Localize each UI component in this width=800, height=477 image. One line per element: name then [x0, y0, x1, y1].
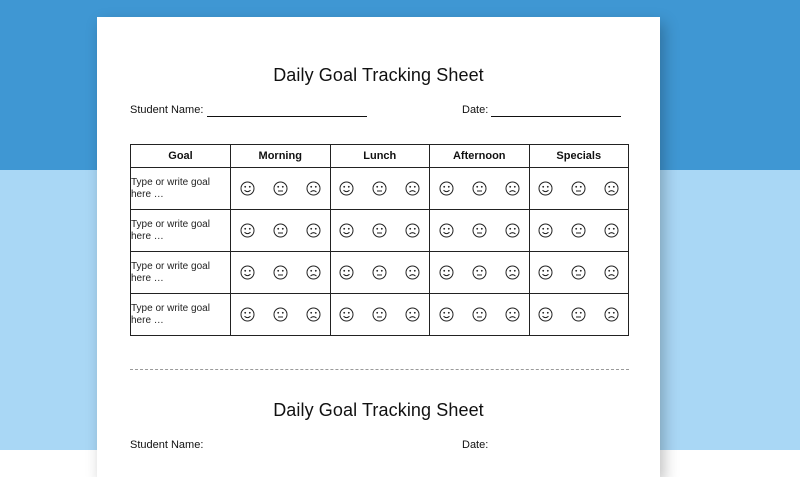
happy-face-icon[interactable] — [538, 307, 553, 322]
date-line — [491, 116, 621, 117]
rating-cell-afternoon — [430, 294, 530, 336]
table-header-row — [131, 145, 629, 168]
sad-face-icon[interactable] — [405, 181, 420, 196]
happy-face-icon[interactable] — [240, 307, 255, 322]
rating-cell-specials — [529, 210, 629, 252]
goal-cell[interactable]: Type or write goal here … — [131, 168, 231, 210]
happy-face-icon[interactable] — [538, 181, 553, 196]
neutral-face-icon[interactable] — [571, 265, 586, 280]
header-morning: Morning — [231, 145, 331, 168]
sad-face-icon[interactable] — [505, 307, 520, 322]
sad-face-icon[interactable] — [405, 307, 420, 322]
neutral-face-icon[interactable] — [472, 265, 487, 280]
sad-face-icon[interactable] — [405, 265, 420, 280]
sad-face-icon[interactable] — [505, 181, 520, 196]
goal-cell[interactable]: Type or write goal here … — [131, 294, 231, 336]
sad-face-icon[interactable] — [306, 265, 321, 280]
rating-cell-specials — [529, 294, 629, 336]
cut-line-divider — [130, 369, 629, 370]
date-label: Date: — [462, 104, 489, 116]
neutral-face-icon[interactable] — [472, 307, 487, 322]
second-date-label: Date: — [462, 439, 489, 451]
rating-cell-morning — [231, 252, 331, 294]
neutral-face-icon[interactable] — [571, 223, 586, 238]
neutral-face-icon[interactable] — [372, 307, 387, 322]
rating-cell-afternoon — [430, 252, 530, 294]
rating-cell-afternoon — [430, 210, 530, 252]
happy-face-icon[interactable] — [538, 223, 553, 238]
happy-face-icon[interactable] — [240, 223, 255, 238]
goal-cell[interactable]: Type or write goal here … — [131, 210, 231, 252]
student-name-line — [207, 116, 367, 117]
neutral-face-icon[interactable] — [273, 265, 288, 280]
neutral-face-icon[interactable] — [273, 181, 288, 196]
happy-face-icon[interactable] — [339, 307, 354, 322]
rating-cell-specials — [529, 168, 629, 210]
sad-face-icon[interactable] — [604, 223, 619, 238]
student-name-label: Student Name: — [130, 104, 204, 116]
sad-face-icon[interactable] — [405, 223, 420, 238]
sad-face-icon[interactable] — [306, 223, 321, 238]
header-specials: Specials — [529, 145, 629, 168]
rating-cell-lunch — [330, 252, 430, 294]
header-lunch: Lunch — [330, 145, 430, 168]
happy-face-icon[interactable] — [439, 223, 454, 238]
happy-face-icon[interactable] — [339, 223, 354, 238]
neutral-face-icon[interactable] — [273, 223, 288, 238]
neutral-face-icon[interactable] — [472, 223, 487, 238]
table-row — [131, 210, 629, 252]
neutral-face-icon[interactable] — [472, 181, 487, 196]
header-goal: Goal — [131, 145, 231, 168]
sheet-title: Daily Goal Tracking Sheet — [273, 65, 484, 85]
table-row — [131, 252, 629, 294]
rating-cell-specials — [529, 252, 629, 294]
happy-face-icon[interactable] — [538, 265, 553, 280]
worksheet-page — [97, 17, 660, 477]
goal-tracking-table — [130, 144, 629, 336]
neutral-face-icon[interactable] — [372, 181, 387, 196]
table-row — [131, 294, 629, 336]
rating-cell-morning — [231, 168, 331, 210]
neutral-face-icon[interactable] — [372, 265, 387, 280]
rating-cell-morning — [231, 294, 331, 336]
happy-face-icon[interactable] — [339, 181, 354, 196]
sad-face-icon[interactable] — [306, 307, 321, 322]
goal-cell[interactable]: Type or write goal here … — [131, 252, 231, 294]
happy-face-icon[interactable] — [439, 265, 454, 280]
table-row — [131, 168, 629, 210]
sad-face-icon[interactable] — [306, 181, 321, 196]
rating-cell-lunch — [330, 294, 430, 336]
table-body — [131, 168, 629, 336]
rating-cell-morning — [231, 210, 331, 252]
rating-cell-afternoon — [430, 168, 530, 210]
neutral-face-icon[interactable] — [571, 307, 586, 322]
happy-face-icon[interactable] — [240, 181, 255, 196]
neutral-face-icon[interactable] — [571, 181, 586, 196]
neutral-face-icon[interactable] — [273, 307, 288, 322]
second-sheet-title: Daily Goal Tracking Sheet — [273, 400, 484, 420]
happy-face-icon[interactable] — [439, 307, 454, 322]
happy-face-icon[interactable] — [439, 181, 454, 196]
rating-cell-lunch — [330, 210, 430, 252]
sad-face-icon[interactable] — [604, 181, 619, 196]
happy-face-icon[interactable] — [339, 265, 354, 280]
second-student-name-label: Student Name: — [130, 439, 204, 451]
sad-face-icon[interactable] — [505, 223, 520, 238]
happy-face-icon[interactable] — [240, 265, 255, 280]
sad-face-icon[interactable] — [604, 265, 619, 280]
rating-cell-lunch — [330, 168, 430, 210]
sad-face-icon[interactable] — [505, 265, 520, 280]
neutral-face-icon[interactable] — [372, 223, 387, 238]
sad-face-icon[interactable] — [604, 307, 619, 322]
header-afternoon: Afternoon — [430, 145, 530, 168]
